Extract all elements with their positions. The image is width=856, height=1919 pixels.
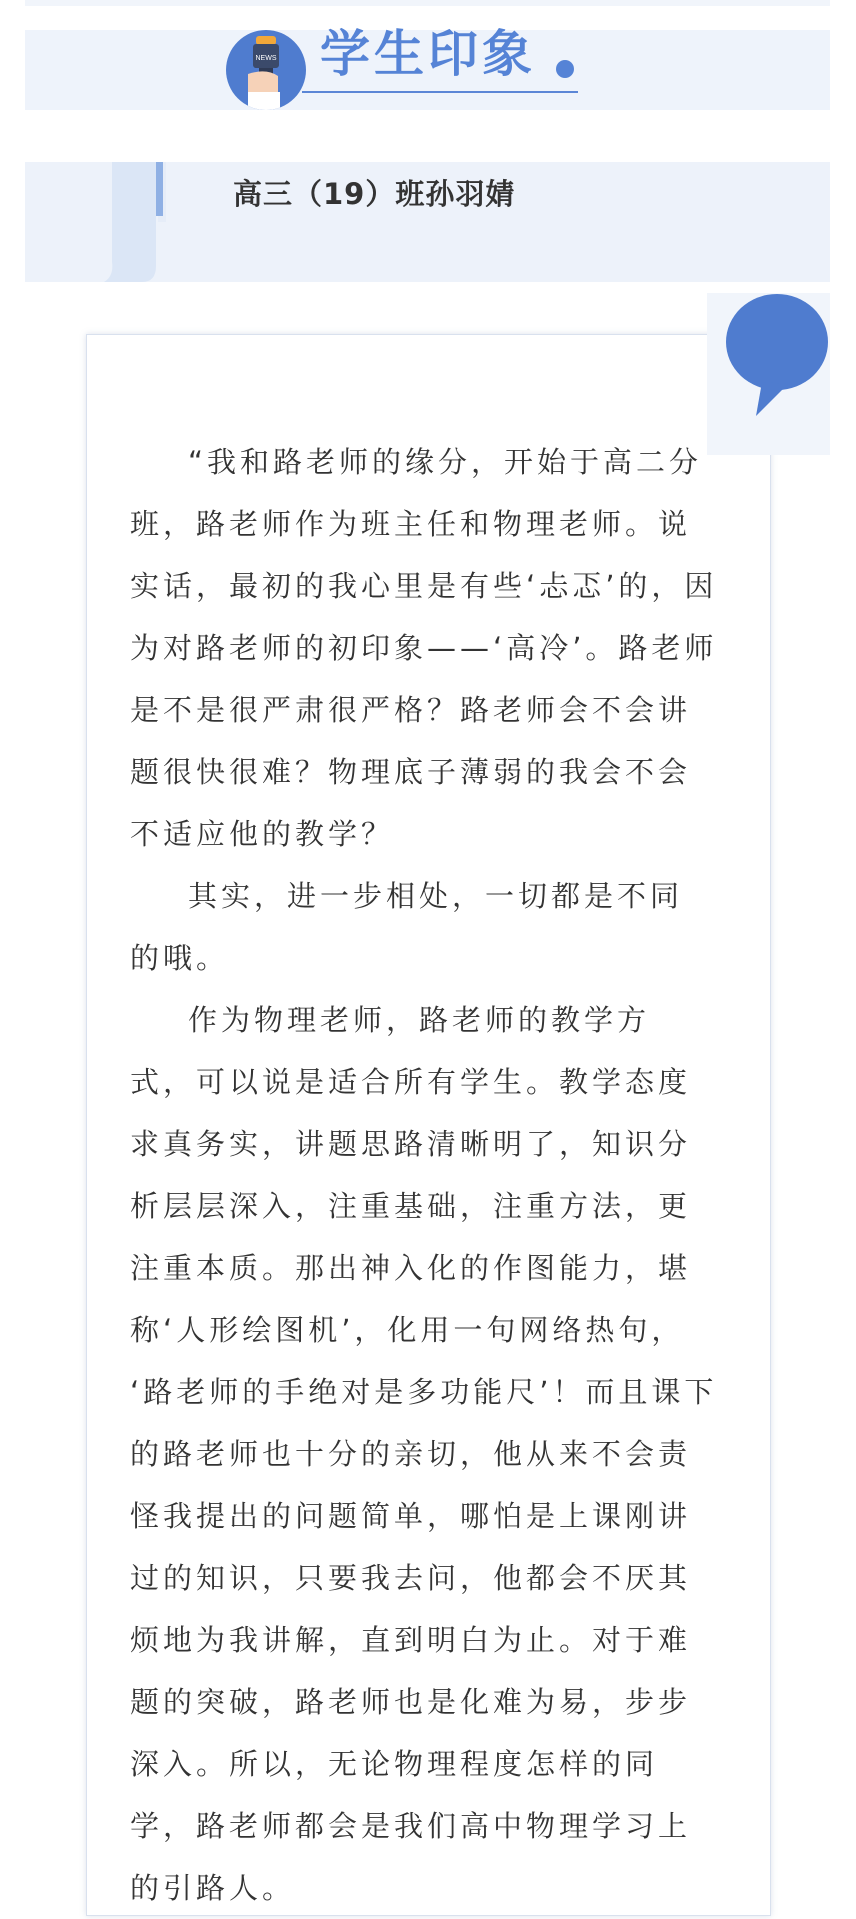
quote-line: 实话，最初的我心里是有些‘忐忑’的，因 bbox=[130, 569, 718, 603]
student-name: 高三（19）班孙羽婧 bbox=[233, 177, 516, 211]
svg-text:NEWS: NEWS bbox=[255, 55, 277, 62]
quote-line: 其实，进一步相处，一切都是不同 bbox=[188, 879, 684, 913]
speech-bubble-icon bbox=[722, 290, 830, 420]
quote-line: 班，路老师作为班主任和物理老师。说 bbox=[130, 507, 692, 541]
quote-line: “我和路老师的缘分，开始于高二分 bbox=[188, 445, 703, 479]
quote-line: 学，路老师都会是我们高中物理学习上 bbox=[130, 1809, 692, 1843]
quote-line: 怪我提出的问题简单，哪怕是上课刚讲 bbox=[130, 1499, 692, 1533]
quote-text bbox=[130, 431, 730, 1919]
title-underline bbox=[302, 91, 578, 93]
quote-line: 的引路人。 bbox=[130, 1871, 296, 1905]
section-title: 学生印象 bbox=[320, 25, 536, 83]
quote-line: 求真务实，讲题思路清晰明了，知识分 bbox=[130, 1127, 692, 1161]
quote-line: 为对路老师的初印象——‘高冷’。路老师 bbox=[130, 631, 718, 665]
quote-line: 的路老师也十分的亲切，他从来不会责 bbox=[130, 1437, 692, 1471]
scroll-decoration-icon bbox=[100, 160, 170, 284]
quote-line: 作为物理老师，路老师的教学方 bbox=[188, 1003, 651, 1037]
quote-line: 称‘人形绘图机’，化用一句网络热句， bbox=[130, 1313, 685, 1347]
quote-line: 烦地为我讲解，直到明白为止。对于难 bbox=[130, 1623, 692, 1657]
quote-line: ‘路老师的手绝对是多功能尺’！而且课下 bbox=[130, 1375, 718, 1409]
quote-line: 注重本质。那出神入化的作图能力，堪 bbox=[130, 1251, 692, 1285]
quote-line: 式，可以说是适合所有学生。教学态度 bbox=[130, 1065, 692, 1099]
microphone-hand-icon bbox=[226, 30, 306, 110]
quote-line: 不适应他的教学？ bbox=[130, 817, 395, 851]
title-dot bbox=[556, 60, 574, 78]
quote-line: 深入。所以，无论物理程度怎样的同 bbox=[130, 1747, 659, 1781]
quote-line: 题很快很难？物理底子薄弱的我会不会 bbox=[130, 755, 692, 789]
top-divider-strip bbox=[25, 0, 830, 6]
quote-line: 题的突破，路老师也是化难为易，步步 bbox=[130, 1685, 692, 1719]
quote-line: 的哦。 bbox=[130, 941, 230, 975]
quote-line: 是不是很严肃很严格？路老师会不会讲 bbox=[130, 693, 692, 727]
quote-line: 析层层深入，注重基础，注重方法，更 bbox=[130, 1189, 692, 1223]
quote-line: 过的知识，只要我去问，他都会不厌其 bbox=[130, 1561, 692, 1595]
